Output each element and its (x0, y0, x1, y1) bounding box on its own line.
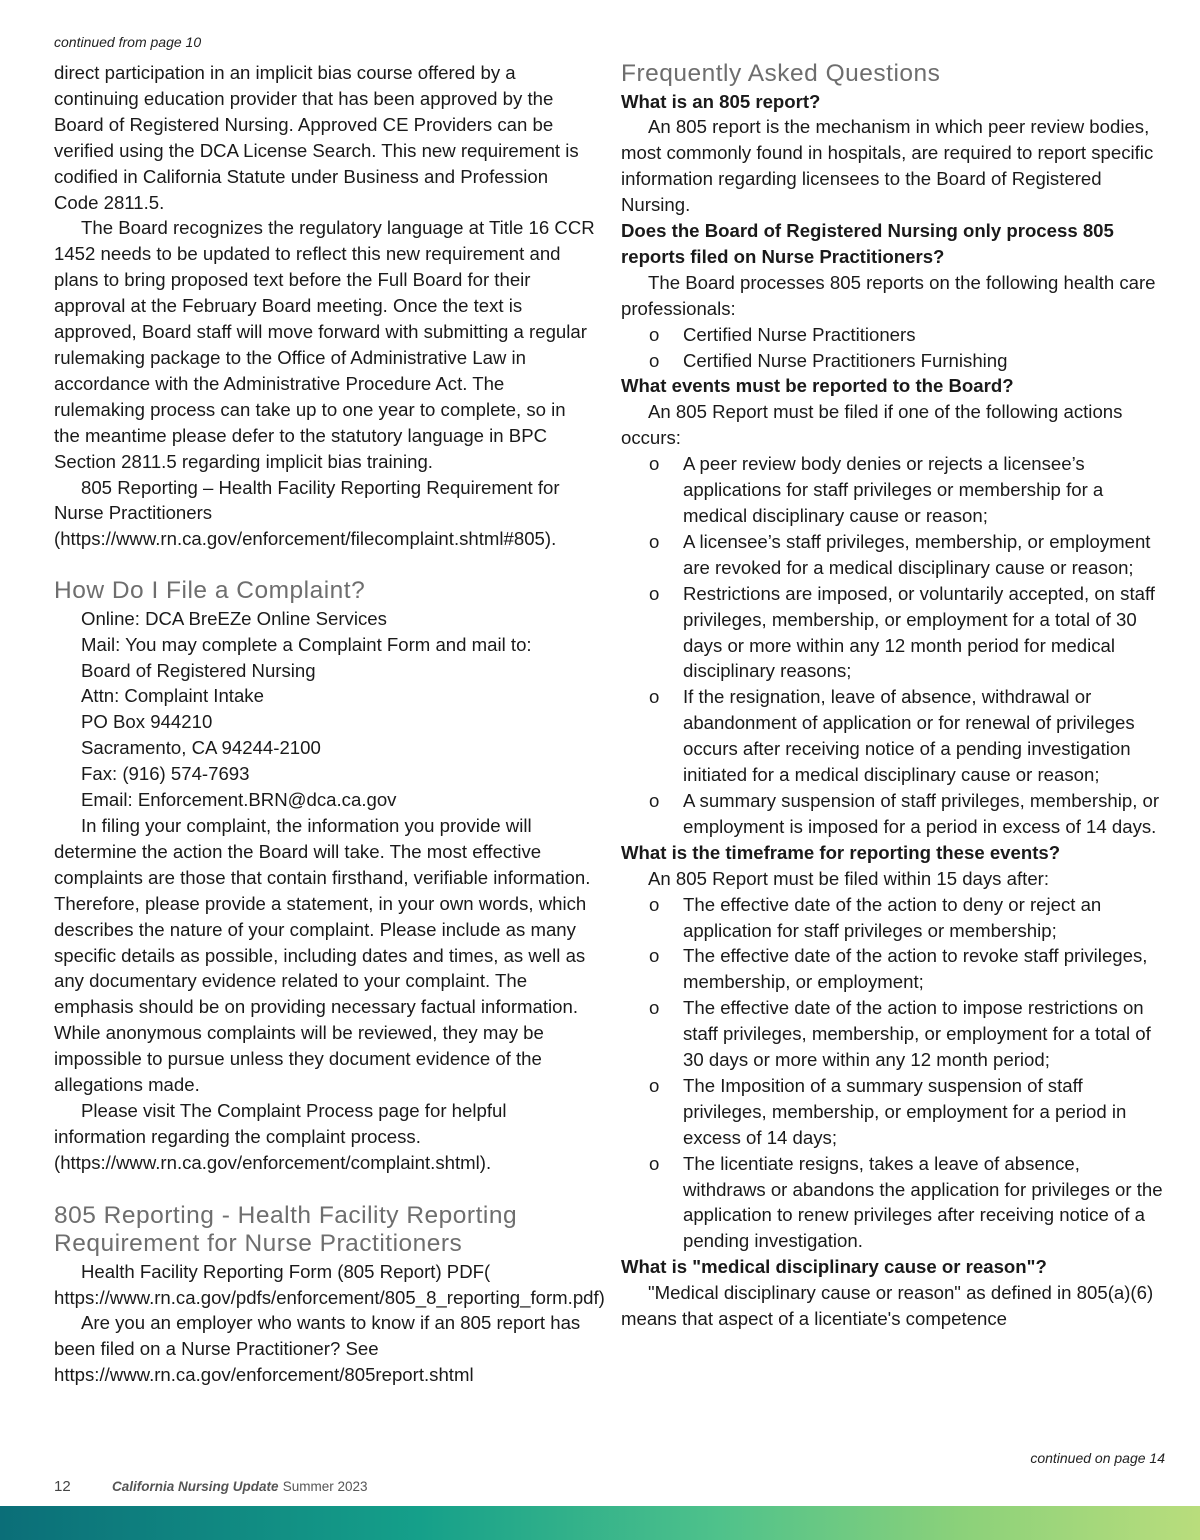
paragraph-employer-check: Are you an employer who wants to know if an 805 report has been filed on a Nurse Practitioner? See https://www.rn.ca.gov/enforcement/805report.shtml (54, 1312, 581, 1386)
complaint-line-mail: Mail: You may complete a Complaint Form and mail to: (81, 633, 532, 655)
reporting-heading: 805 Reporting - Health Facility Reporting Requirement for Nurse Practitioners (54, 1201, 518, 1258)
paragraph-filing-complaint: In filing your complaint, the information you provide will determine the action the Board will take. The most effective complaints are those that contain firsthand, verifiable information. Therefore, please provide a statement, in your own words, which describes the nature of your complaint. Please include as many specific details as possible, including dates and times, as well as any documentary evidence related to your complaint. The emphasis should be on providing necessary factual information. While anonymous complaints will be reviewed, they may be impossible to pursue unless they document evidence of the allegations made. (54, 814, 591, 1096)
list-item: o A peer review body denies or rejects a licensee’s applications for staff privileges or membership for a medical disciplinary cause or reason; (649, 453, 1104, 526)
complaint-line-attn: Attn: Complaint Intake (81, 685, 264, 707)
list-item: o Certified Nurse Practitioners Furnishing (621, 348, 1166, 374)
faq-question-3: What events must be reported to the Board? (621, 375, 1014, 397)
bullet-icon: o (649, 349, 660, 371)
paragraph-805-form: Health Facility Reporting Form (805 Report) PDF( https://www.rn.ca.gov/pdfs/enforcement/805_8_reporting_form.pdf) (54, 1260, 605, 1308)
magazine-title: California Nursing Update (112, 1479, 279, 1494)
bullet-icon: o (649, 1152, 660, 1174)
bullet-icon: o (649, 686, 660, 708)
list-item: o The effective date of the action to deny or reject an application for staff privileges or membership; (649, 893, 1102, 941)
left-column (54, 60, 605, 1388)
faq-question-5: What is "medical disciplinary cause or reason"? (621, 1256, 1047, 1278)
footer-color-band (0, 1506, 1200, 1540)
paragraph-complaint-process: Please visit The Complaint Process page for helpful information regarding the complaint process. (https://www.rn.ca.gov/enforcement/complaint.shtml). (54, 1099, 507, 1173)
bullet-icon: o (649, 530, 660, 552)
continued-from-note: continued from page 10 (54, 34, 202, 50)
page-footer (54, 1478, 367, 1495)
faq-answer-4: An 805 Report must be filed within 15 days after: (648, 867, 1050, 889)
faq-answer-3: An 805 Report must be filed if one of the following actions occurs: (621, 401, 1123, 449)
bullet-icon: o (649, 453, 660, 475)
complaint-line-city: Sacramento, CA 94244-2100 (81, 737, 321, 759)
list-item: o The licentiate resigns, takes a leave of absence, withdraws or abandons the application for privileges or the application to renew privileges after receiving notice of a pending investigation. (649, 1152, 1163, 1252)
bullet-icon: o (649, 323, 660, 345)
paragraph-805-link: 805 Reporting – Health Facility Reporting Requirement for Nurse Practitioners (https://www.rn.ca.gov/enforcement/filecomplaint.shtml#805). (54, 476, 560, 550)
faq-answer-3-list (621, 451, 1166, 840)
list-item: o The effective date of the action to revoke staff privileges, membership, or employment; (649, 945, 1148, 993)
paragraph-board-regulation: The Board recognizes the regulatory language at Title 16 CCR 1452 needs to be updated to reflect this new requirement and plans to bring proposed text before the Full Board for their approval at the February Board meeting. Once the text is approved, Board staff will move forward with submitting a regular rulemaking package to the Office of Administrative Law in accordance with the Administrative Procedure Act. The rulemaking process can take up to one year to complete, so in the meantime please defer to the statutory language in BPC Section 2811.5 regarding implicit bias training. (54, 217, 595, 472)
complaint-line-online: Online: DCA BreEZe Online Services (81, 607, 387, 629)
bullet-icon: o (649, 1074, 660, 1096)
complaint-contact-block (54, 606, 596, 813)
continued-on-note: continued on page 14 (1030, 1450, 1165, 1466)
bullet-icon: o (649, 893, 660, 915)
faq-question-2: Does the Board of Registered Nursing only process 805 reports filed on Nurse Practitioners? (621, 220, 1114, 267)
complaint-line-fax: Fax: (916) 574-7693 (81, 763, 250, 785)
faq-answer-2-list (621, 322, 1166, 374)
list-item: o If the resignation, leave of absence, withdrawal or abandonment of application or for renewal of privileges occurs after receiving notice of a pending investigation initiated for a medical disciplinary cause or reason; (649, 686, 1135, 786)
bullet-icon: o (649, 997, 660, 1019)
faq-heading: Frequently Asked Questions (621, 60, 941, 87)
complaint-line-email: Email: Enforcement.BRN@dca.ca.gov (81, 789, 397, 811)
list-item: o Restrictions are imposed, or voluntarily accepted, on staff privileges, membership, or employment for a total of 30 days or more within any 12 month period for medical disciplinary reasons; (649, 582, 1155, 682)
faq-answer-2: The Board processes 805 reports on the following health care professionals: (621, 271, 1156, 319)
faq-answer-4-list (621, 892, 1166, 1255)
list-item: o The effective date of the action to impose restrictions on staff privileges, membership, or employment for a total of 30 days or more within any 12 month period; (649, 997, 1151, 1071)
faq-question-4: What is the timeframe for reporting these events? (621, 841, 1061, 863)
paragraph-implicit-bias: direct participation in an implicit bias course offered by a continuing education provider that has been approved by the Board of Registered Nursing. Approved CE Providers can be verified using the DCA License Search. This new requirement is codified in California Statute under Business and Profession Code 2811.5. (54, 62, 579, 213)
list-item: o Certified Nurse Practitioners (621, 322, 1166, 348)
faq-answer-5: "Medical disciplinary cause or reason" as defined in 805(a)(6) means that aspect of a licentiate's competence (621, 1282, 1154, 1330)
complaint-line-board: Board of Registered Nursing (81, 659, 316, 681)
list-item: o A summary suspension of staff privileges, membership, or employment is imposed for a period in excess of 14 days. (649, 789, 1160, 837)
complaint-heading: How Do I File a Complaint? (54, 577, 366, 605)
page-number: 12 (54, 1478, 71, 1495)
bullet-icon: o (649, 789, 660, 811)
faq-answer-1: An 805 report is the mechanism in which peer review bodies, most commonly found in hospitals, are required to report specific information regarding licensees to the Board of Registered Nursing. (621, 116, 1154, 216)
right-column (621, 60, 1166, 1332)
list-item: o The Imposition of a summary suspension of staff privileges, membership, or employment for a period in excess of 14 days; (649, 1074, 1127, 1148)
faq-question-1: What is an 805 report? (621, 90, 821, 112)
list-item: o A licensee’s staff privileges, membership, or employment are revoked for a medical disciplinary cause or reason; (649, 530, 1151, 578)
complaint-line-po-box: PO Box 944210 (81, 711, 213, 733)
bullet-icon: o (649, 945, 660, 967)
bullet-icon: o (649, 582, 660, 604)
issue-label: Summer 2023 (282, 1479, 368, 1494)
